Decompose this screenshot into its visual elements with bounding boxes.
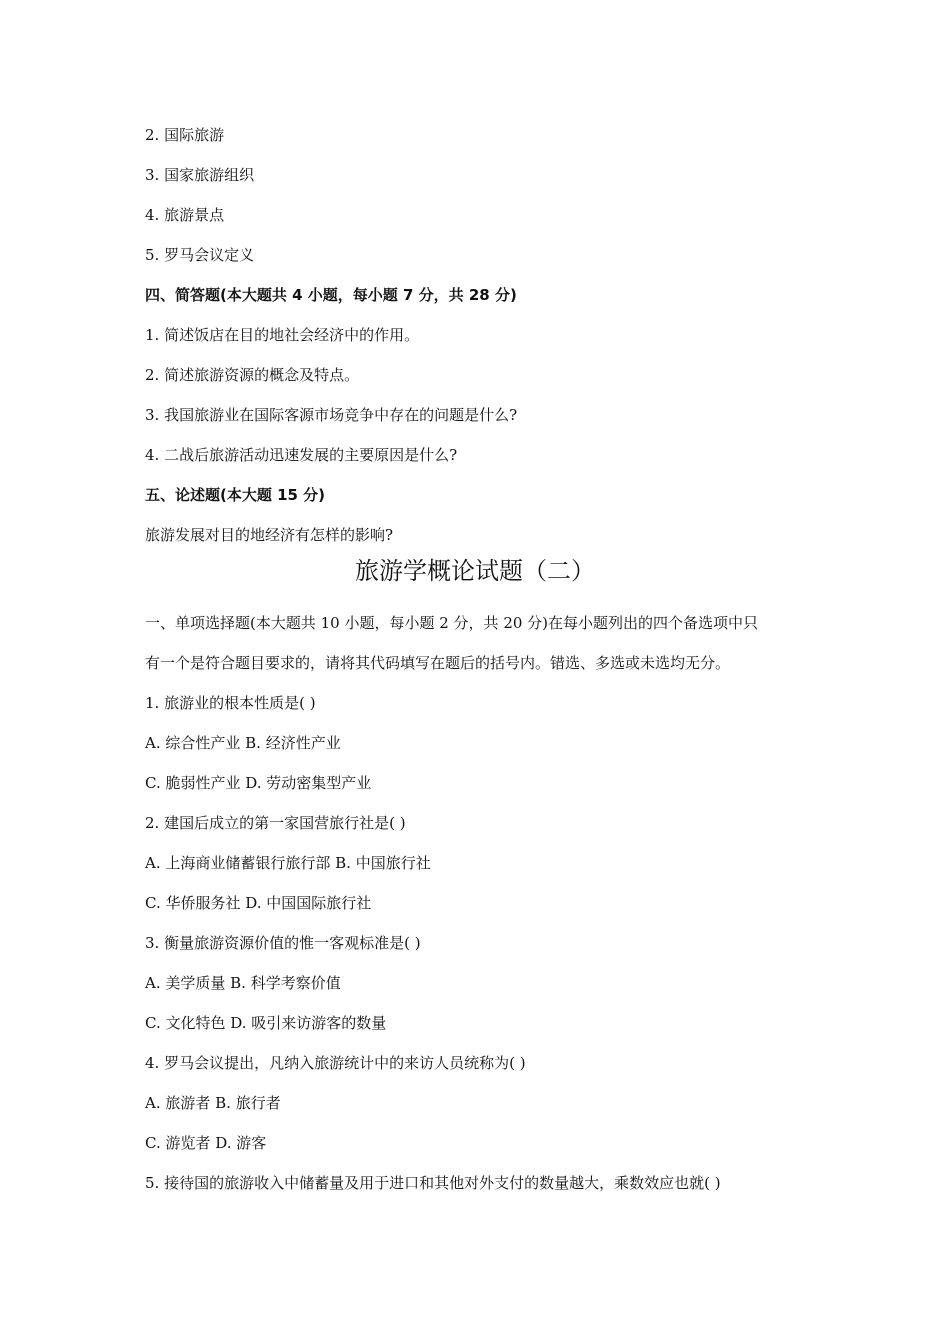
term-item: 3. 国家旅游组织 bbox=[145, 166, 255, 184]
term-item: 4. 旅游景点 bbox=[145, 206, 225, 224]
instruction-line: 有一个是符合题目要求的，请将其代码填写在题后的括号内。错选、多选或未选均无分。 bbox=[145, 654, 731, 672]
term-item: 2. 国际旅游 bbox=[145, 126, 225, 144]
short-answer-question: 4. 二战后旅游活动迅速发展的主要原因是什么? bbox=[145, 446, 458, 464]
short-answer-question: 1. 简述饭店在目的地社会经济中的作用。 bbox=[145, 326, 420, 344]
option-line: A. 上海商业储蓄银行旅行部 B. 中国旅行社 bbox=[145, 854, 431, 872]
option-line: A. 美学质量 B. 科学考察价值 bbox=[145, 974, 341, 992]
option-line: C. 游览者 D. 游客 bbox=[145, 1134, 267, 1152]
exam-two-title: 旅游学概论试题（二） bbox=[355, 557, 595, 585]
option-line: C. 文化特色 D. 吸引来访游客的数量 bbox=[145, 1014, 387, 1032]
question-line: 4. 罗马会议提出，凡纳入旅游统计中的来访人员统称为( ) bbox=[145, 1054, 526, 1072]
section-five-heading: 五、论述题(本大题 15 分) bbox=[145, 486, 326, 504]
option-line: A. 综合性产业 B. 经济性产业 bbox=[145, 734, 341, 752]
question-line: 3. 衡量旅游资源价值的惟一客观标准是( ) bbox=[145, 934, 421, 952]
option-line: C. 脆弱性产业 D. 劳动密集型产业 bbox=[145, 774, 372, 792]
term-item: 5. 罗马会议定义 bbox=[145, 246, 255, 264]
option-line: A. 旅游者 B. 旅行者 bbox=[145, 1094, 281, 1112]
short-answer-question: 3. 我国旅游业在国际客源市场竞争中存在的问题是什么? bbox=[145, 406, 518, 424]
option-line: C. 华侨服务社 D. 中国国际旅行社 bbox=[145, 894, 372, 912]
section-four-heading: 四、简答题(本大题共 4 小题，每小题 7 分，共 28 分) bbox=[145, 286, 517, 304]
short-answer-question: 2. 简述旅游资源的概念及特点。 bbox=[145, 366, 360, 384]
question-line: 2. 建国后成立的第一家国营旅行社是( ) bbox=[145, 814, 406, 832]
essay-question: 旅游发展对目的地经济有怎样的影响? bbox=[145, 526, 394, 544]
instruction-line: 一、单项选择题(本大题共 10 小题，每小题 2 分，共 20 分)在每小题列出的四个备选项中只 bbox=[145, 614, 759, 632]
question-line: 5. 接待国的旅游收入中储蓄量及用于进口和其他对外支付的数量越大，乘数效应也就( ) bbox=[145, 1174, 721, 1192]
question-line: 1. 旅游业的根本性质是( ) bbox=[145, 694, 316, 712]
